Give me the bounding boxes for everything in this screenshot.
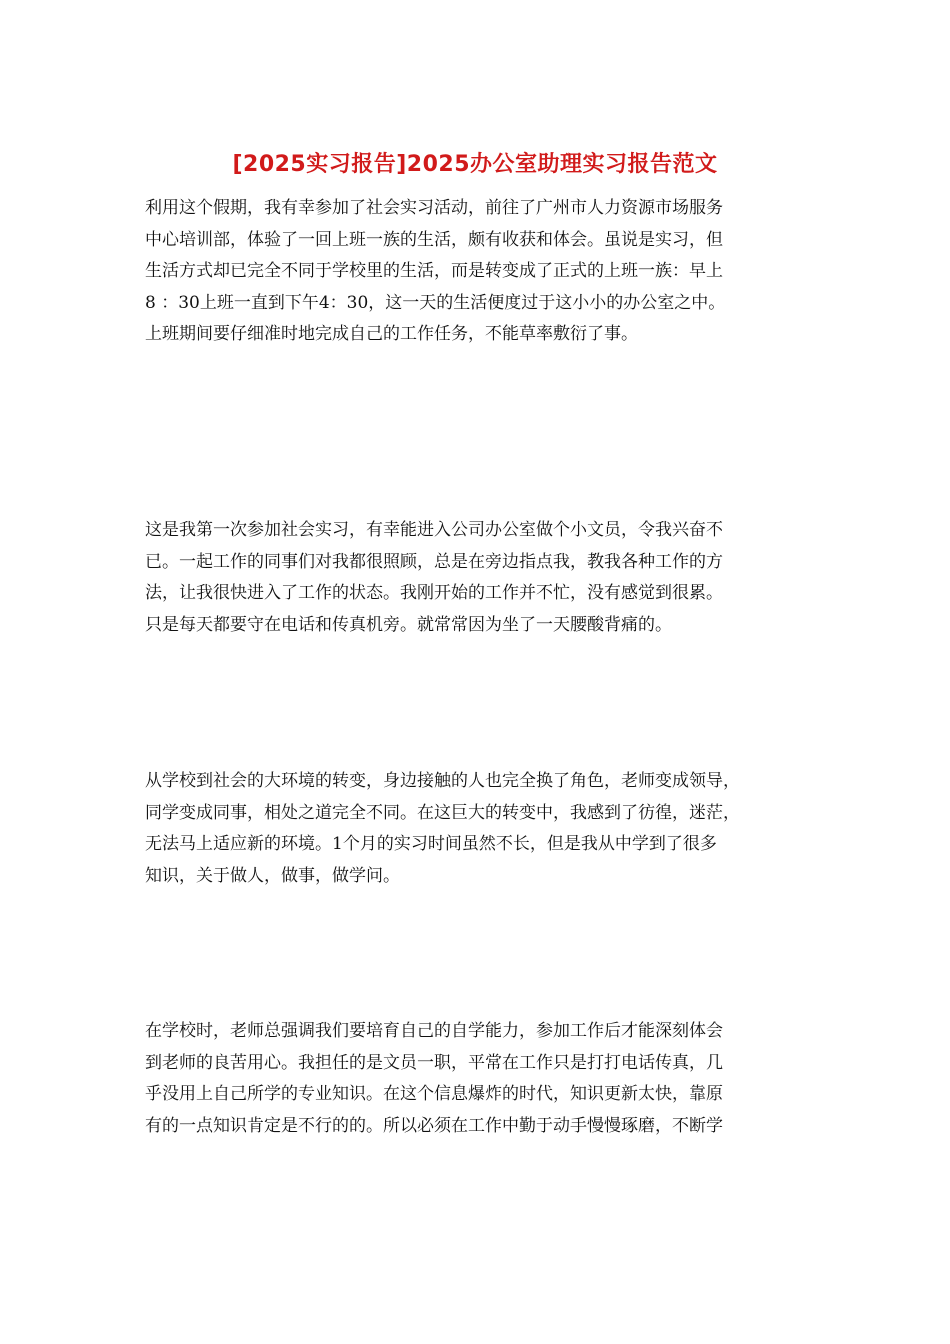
text-line: 乎没用上自己所学的专业知识。在这个信息爆炸的时代，知识更新太快，靠原 [145,1084,723,1105]
text-line: 知识，关于做人，做事，做学问。 [145,865,400,886]
text-line: 中心培训部，体验了一回上班一族的生活，颇有收获和体会。虽说是实习，但 [145,229,723,250]
text-line: 有的一点知识肯定是不行的的。所以必须在工作中勤于动手慢慢琢磨，不断学 [145,1115,723,1136]
text-line: 上班期间要仔细准时地完成自己的工作任务，不能草率敷衍了事。 [145,324,638,345]
text-line: 无法马上适应新的环境。1个月的实习时间虽然不长，但是我从中学到了很多 [145,834,717,855]
text-line: 从学校到社会的大环境的转变，身边接触的人也完全换了角色，老师变成领导， [145,771,740,791]
text-line: 利用这个假期，我有幸参加了社会实习活动，前往了广州市人力资源市场服务 [145,198,723,218]
text-line: 在学校时，老师总强调我们要培育自己的自学能力，参加工作后才能深刻体会 [145,1021,723,1041]
text-line: 这是我第一次参加社会实习，有幸能进入公司办公室做个小文员，令我兴奋不 [145,520,723,540]
text-line: 已。一起工作的同事们对我都很照顾，总是在旁边指点我，教我各种工作的方 [145,551,723,572]
text-line: 8 ：30上班一直到下午4：30，这一天的生活便度过于这小小的办公室之中。 [145,292,726,313]
paragraph-3 [145,766,835,892]
text-line: 到老师的良苦用心。我担任的是文员一职，平常在工作只是打打电话传真，几 [145,1052,723,1073]
document-title: [2025实习报告]2025办公室助理实习报告范文 [232,152,718,177]
text-line: 同学变成同事，相处之道完全不同。在这巨大的转变中，我感到了彷徨，迷茫， [145,802,740,823]
text-line: 法，让我很快进入了工作的状态。我刚开始的工作并不忙，没有感觉到很累。 [145,583,723,604]
paragraph-2 [145,515,835,641]
text-line: 只是每天都要守在电话和传真机旁。就常常因为坐了一天腰酸背痛的。 [145,614,672,635]
text-line: 生活方式却已完全不同于学校里的生活，而是转变成了正式的上班一族：早上 [145,261,723,282]
paragraph-1 [145,193,835,351]
paragraph-4 [145,1016,835,1142]
